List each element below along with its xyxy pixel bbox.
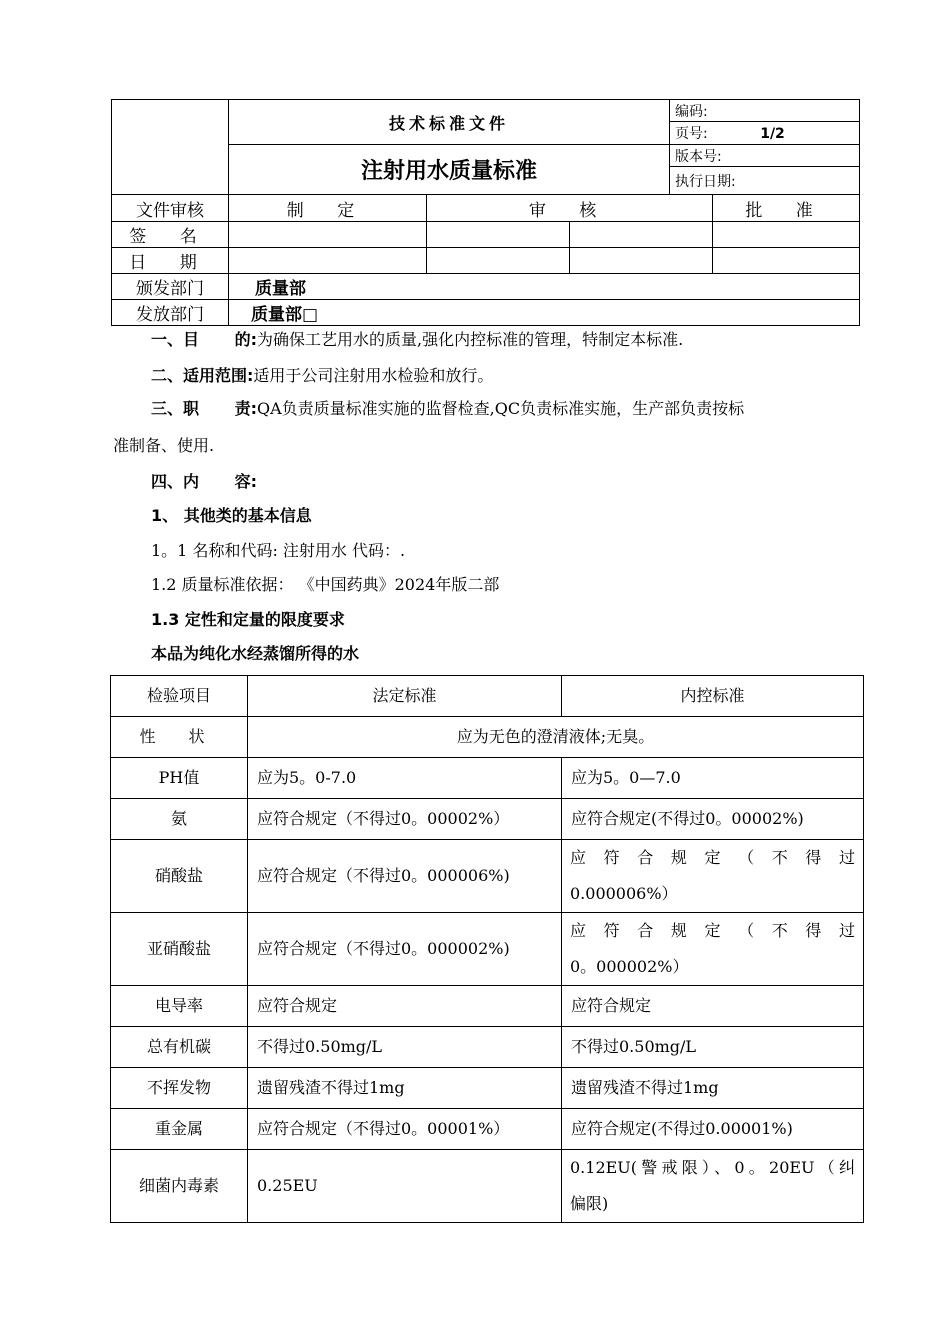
spec-item-cell: 性 状 — [111, 717, 248, 758]
exec-date-label: 执行日期: — [670, 167, 860, 195]
table-row — [111, 717, 864, 758]
dist-dept-label: 发放部门 — [112, 300, 229, 326]
spec-legal-cell: 遗留残渣不得过1mg — [248, 1068, 562, 1109]
table-row — [111, 986, 864, 1027]
issue-dept-value: 质量部 — [229, 274, 860, 300]
review-label: 文件审核 — [112, 195, 229, 222]
section-duty-heading: 三、职 责: — [151, 399, 257, 418]
section-purpose-text: 为确保工艺用水的质量,强化内控标准的管理，特制定本标准. — [256, 330, 684, 349]
page-number-cell — [670, 122, 860, 145]
spec-internal-cell: 应符合规定(不得过0。00002%) — [562, 799, 864, 840]
spec-legal-cell: 应符合规定（不得过0。000006%) — [248, 840, 562, 913]
item-name-code: 1。1 名称和代码: 注射用水 代码：. — [151, 541, 406, 560]
spec-header-legal: 法定标准 — [248, 676, 562, 717]
table-row — [111, 758, 864, 799]
code-label: 编码: — [670, 100, 860, 122]
section-purpose — [113, 329, 899, 351]
table-row — [111, 799, 864, 840]
sign-label: 签 名 — [112, 222, 229, 248]
date-approve-cell — [713, 248, 860, 274]
spec-item-cell: 硝酸盐 — [111, 840, 248, 913]
product-note: 本品为纯化水经蒸馏所得的水 — [151, 644, 360, 663]
spec-internal-cell — [562, 840, 864, 913]
spec-legal-cell: 应符合规定 — [248, 986, 562, 1027]
item-standard-basis: 1.2 质量标准依据： 《中国药典》2024年版二部 — [151, 575, 500, 594]
spec-internal-cell: 应符合规定 — [562, 986, 864, 1027]
spec-item-cell: 电导率 — [111, 986, 248, 1027]
spec-internal-line: 偏限) — [570, 1194, 609, 1213]
spec-internal-cell: 应为5。0—7.0 — [562, 758, 864, 799]
spec-legal-cell: 不得过0.50mg/L — [248, 1027, 562, 1068]
spec-internal-line: 应符合规定（不得过 — [570, 921, 855, 940]
sign-make-cell — [229, 222, 427, 248]
table-row — [111, 913, 864, 986]
spec-internal-cell: 不得过0.50mg/L — [562, 1027, 864, 1068]
spec-item-cell: 氨 — [111, 799, 248, 840]
section-scope-heading: 二、适用范围: — [151, 366, 254, 385]
logo-cell — [112, 100, 229, 195]
make-label: 制 定 — [229, 195, 427, 222]
spec-table — [110, 675, 864, 1223]
section-duty-text-continued: 准制备、使用. — [113, 436, 215, 455]
table-row — [111, 1109, 864, 1150]
spec-legal-cell: 应为5。0-7.0 — [248, 758, 562, 799]
spec-internal-cell — [562, 1150, 864, 1223]
date-check-cell-1 — [427, 248, 570, 274]
doc-type-label: 技术标准文件 — [229, 100, 670, 145]
spec-item-cell: 总有机碳 — [111, 1027, 248, 1068]
date-check-cell-2 — [570, 248, 713, 274]
dist-dept-value: 质量部□ — [229, 300, 860, 326]
spec-header-item: 检验项目 — [111, 676, 248, 717]
spec-header-internal: 内控标准 — [562, 676, 864, 717]
section-duty — [113, 398, 899, 420]
section-content-heading: 四、内 容: — [151, 472, 257, 491]
spec-item-cell: 细菌内毒素 — [111, 1150, 248, 1223]
spec-internal-cell: 遗留残渣不得过1mg — [562, 1068, 864, 1109]
spec-legal-cell: 应符合规定（不得过0。00002%） — [248, 799, 562, 840]
spec-legal-cell: 应符合规定（不得过0。00001%） — [248, 1109, 562, 1150]
spec-item-cell: PH值 — [111, 758, 248, 799]
check-label: 审 核 — [427, 195, 713, 222]
spec-internal-cell — [562, 913, 864, 986]
section-scope — [113, 365, 899, 387]
spec-internal-line: 0.000006%） — [570, 884, 678, 903]
section-scope-text: 适用于公司注射用水检验和放行。 — [253, 366, 494, 385]
item-limit-requirements: 1.3 定性和定量的限度要求 — [151, 610, 345, 629]
issue-dept-label: 颁发部门 — [112, 274, 229, 300]
spec-internal-cell: 应符合规定(不得过0.00001%) — [562, 1109, 864, 1150]
table-row — [111, 1027, 864, 1068]
item-basic-info: 1、 其他类的基本信息 — [151, 506, 312, 525]
sign-approve-cell — [713, 222, 860, 248]
sign-check-cell-2 — [570, 222, 713, 248]
table-row — [111, 1150, 864, 1223]
page-label: 页号: — [675, 126, 708, 142]
spec-appearance-std: 应为无色的澄清液体;无臭。 — [248, 717, 864, 758]
spec-internal-line: 0.12EU(警戒限）、0。20EU（纠 — [570, 1158, 855, 1177]
spec-legal-cell: 应符合规定（不得过0。000002%) — [248, 913, 562, 986]
date-make-cell — [229, 248, 427, 274]
page-value: 1/2 — [760, 126, 785, 142]
spec-internal-line: 应符合规定（不得过 — [570, 848, 855, 867]
version-label: 版本号: — [670, 145, 860, 167]
spec-item-cell: 重金属 — [111, 1109, 248, 1150]
sign-check-cell-1 — [427, 222, 570, 248]
section-purpose-heading: 一、目 的: — [151, 330, 257, 349]
approve-label: 批 准 — [713, 195, 860, 222]
spec-internal-line: 0。000002%） — [570, 957, 689, 976]
date-label: 日 期 — [112, 248, 229, 274]
table-row — [111, 840, 864, 913]
section-duty-text: QA负责质量标准实施的监督检查,QC负责标准实施，生产部负责按标 — [256, 399, 745, 418]
document-header-table — [111, 99, 860, 326]
spec-item-cell: 亚硝酸盐 — [111, 913, 248, 986]
spec-legal-cell: 0.25EU — [248, 1150, 562, 1223]
page-title: 注射用水质量标准 — [229, 145, 670, 195]
table-row — [111, 1068, 864, 1109]
spec-item-cell: 不挥发物 — [111, 1068, 248, 1109]
